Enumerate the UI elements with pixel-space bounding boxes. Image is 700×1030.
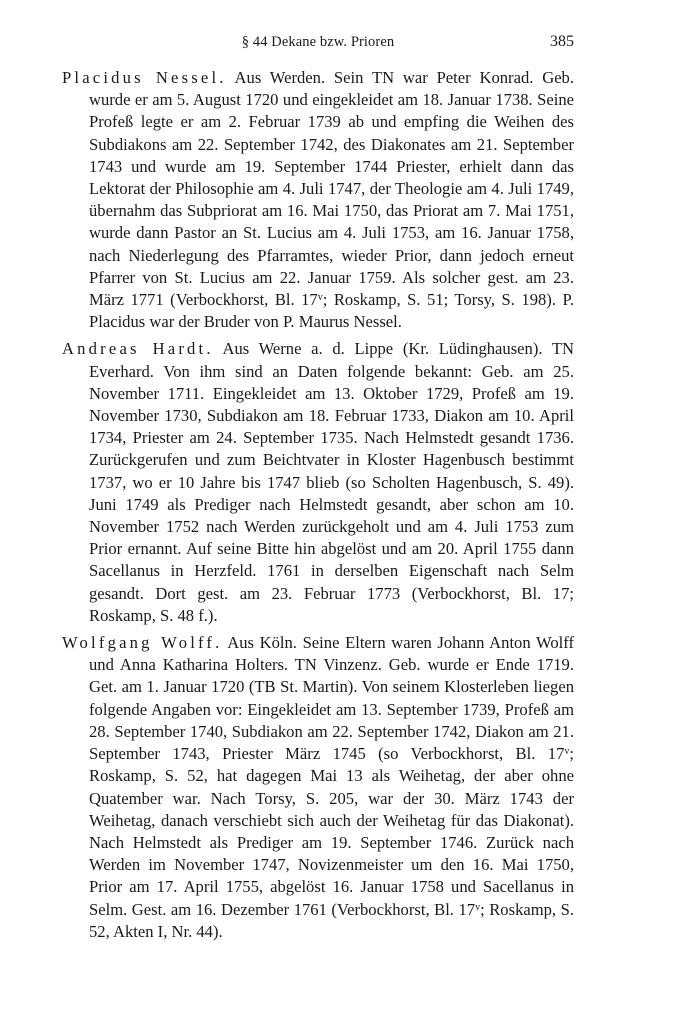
entry-text: ; Roskamp, S. 52, hat dagegen Mai 13 als Weihetag, der aber ohne Quatember war. Nach Torsy, S. 205, war der 30. März 1743 der Weihetag, danach verschiebt sich auch der Weihetag für das Diakonat). Nach Helmstedt als Prediger am 19. September 1746. Zurück nach Werden im November 1747, Novizenmeister um den 16. Mai 1750, Prior am 17. April 1755, abgelöst 16. Januar 1758 und Sacellanus in Selm. Gest. am 16. Dezember 1761 (Verbockhorst, Bl. 17 xyxy=(89,744,574,919)
entry-name: Wolfgang Wolff. xyxy=(62,633,223,653)
entry-andreas-hardt xyxy=(62,338,574,627)
entry-text: Aus Werne a. d. Lippe (Kr. Lüdinghausen). TN Everhard. Von ihm sind an Daten folgende bekannt: Geb. am 25. November 1711. Eingekleidet am 13. Oktober 1729, Profeß am 19. November 1730, Subdiakon am 18. Februar 1733, Diakon am 10. April 1734, Priester am 24. September 1735. Nach Helmstedt gesandt 1736. Zurückgerufen und zum Beichtvater in Kloster Hagenbusch bestimmt 1737, wo er 10 Jahre bis 1747 blieb (so Scholten Hagenbusch, S. 49). Juni 1749 als Prediger nach Helmstedt gesandt, aber schon am 10. November 1752 nach Werden zurückgeholt und am 4. Juli 1753 zum Prior ernannt. Auf seine Bitte hin abgelöst und am 20. April 1755 dann Sacellanus in Herzfeld. 1761 in derselben Eigenschaft nach Selm gesandt. Dort gest. am 23. Februar 1773 (Verbockhorst, Bl. 17; Roskamp, S. 48 f.). xyxy=(89,339,574,625)
page-number: 385 xyxy=(550,33,574,50)
entry-wolfgang-wolff xyxy=(62,632,574,943)
folio-verso-mark: v xyxy=(564,746,570,758)
entry-text: ; Roskamp, S. 51; Torsy, S. 198). P. Placidus war der Bruder von P. Maurus Nessel. xyxy=(89,290,574,332)
folio-verso-mark: v xyxy=(475,901,481,913)
entry-text: Aus Werden. Sein TN war Peter Konrad. Geb. wurde er am 5. August 1720 und eingekleidet am 18. Januar 1738. Seine Profeß legte er am 2. Februar 1739 ab und empfing die Weihen des Subdiakons am 22. September 1742, des Diakonates am 21. September 1743 und wurde am 19. September 1744 Priester, erhielt dann das Lektorat der Philosophie am 4. Juli 1747, der Theologie am 4. Juli 1749, übernahm das Subpriorat am 16. Mai 1750, das Priorat am 7. Mai 1751, wurde dann Pastor an St. Lucius am 4. Juli 1753, am 16. Januar 1758, nach Niederlegung des Pfarramtes, wieder Prior, dann jedoch erneut Pfarrer von St. Lucius am 22. Januar 1759. Als solcher gest. am 23. März 1771 (Verbockhorst, Bl. 17 xyxy=(89,68,574,310)
running-head xyxy=(62,34,574,56)
body-text xyxy=(62,67,574,948)
entry-text: Aus Köln. Seine Eltern waren Johann Anton Wolff und Anna Katharina Holters. TN Vinzenz. Geb. wurde er Ende 1719. Get. am 1. Januar 1720 (TB St. Martin). Von seinem Klosterleben liegen folgende Angaben vor: Eingekleidet am 13. September 1739, Profeß am 28. September 1740, Subdiakon am 22. September 1742, Diakon am 21. September 1743, Priester März 1745 (so Verbockhorst, Bl. 17 xyxy=(89,633,574,764)
entry-name: Placidus Nessel. xyxy=(62,68,227,87)
folio-verso-mark: v xyxy=(317,292,323,304)
entry-placidus-nessel xyxy=(62,67,574,333)
running-title: § 44 Dekane bzw. Prioren xyxy=(241,34,395,50)
entry-name: Andreas Hardt. xyxy=(62,339,214,359)
entry-text: ; Roskamp, S. 52, Akten I, Nr. 44). xyxy=(89,899,574,941)
